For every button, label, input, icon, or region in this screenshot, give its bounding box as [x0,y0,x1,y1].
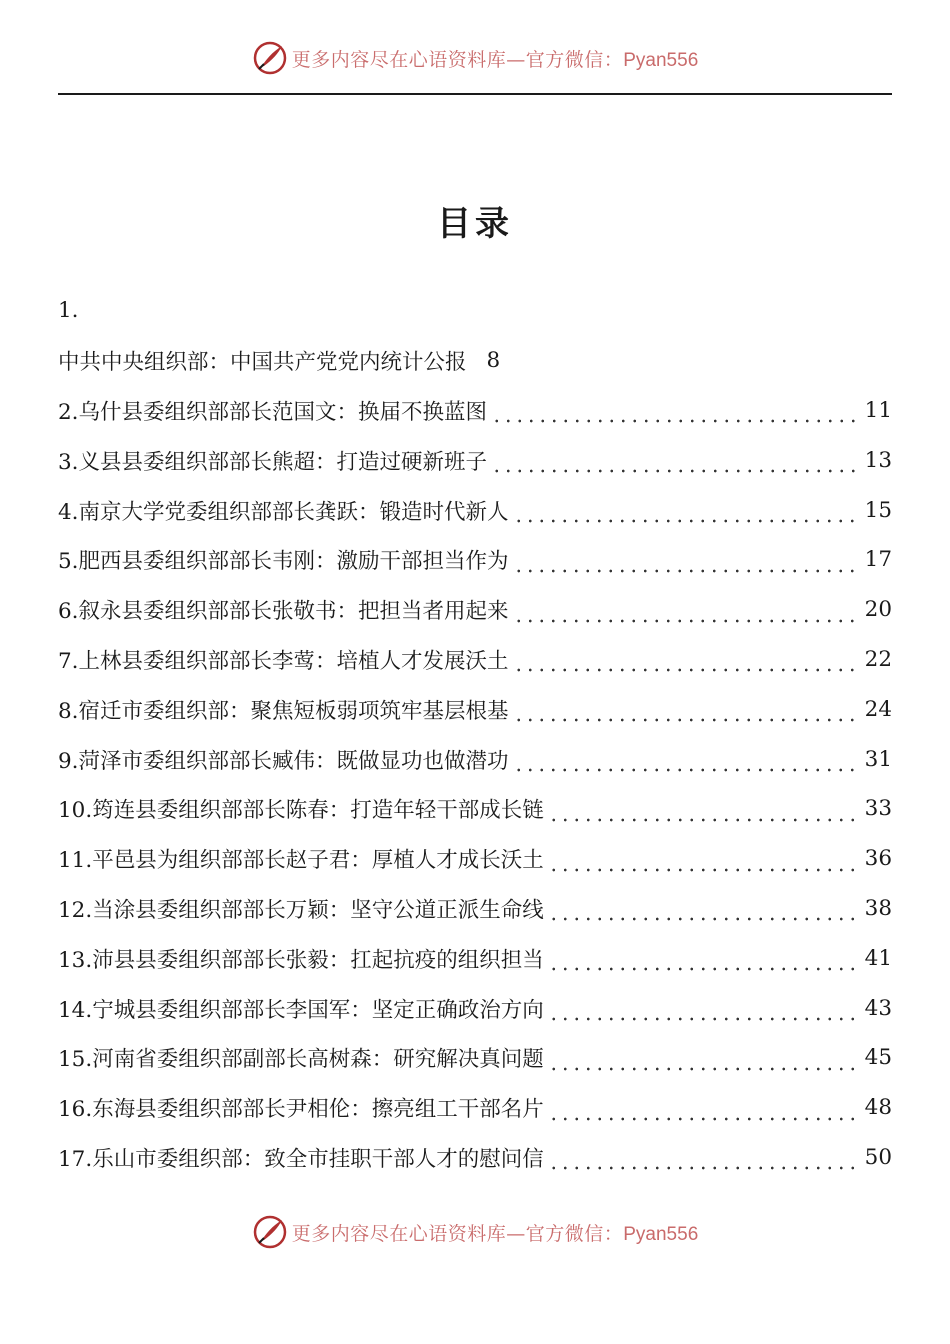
toc-entry-label: 4.南京大学党委组织部部长龚跃：锻造时代新人 [58,499,509,525]
dot-leader [491,447,861,473]
toc-entry[interactable] [58,336,892,386]
toc-entry-label: 5.肥西县委组织部部长韦刚：激励干部担当作为 [58,549,509,575]
toc-entry-page: 13 [864,447,892,473]
toc-entry-page: 36 [864,846,892,872]
dot-leader [548,895,861,921]
toc-entry-label: 3.义县县委组织部部长熊超：打造过硬新班子 [58,449,488,475]
toc-entry-page: 45 [864,1045,892,1071]
toc-entry-page: 22 [864,646,892,672]
toc-entry-page: 11 [864,397,892,423]
dot-leader [548,945,861,971]
dot-leader [548,1144,861,1170]
dot-leader [491,397,861,423]
toc-entry-page: 8 [486,348,501,374]
dot-leader [513,696,861,722]
footer-banner [0,1212,950,1252]
dot-leader [548,1045,861,1071]
toc-entry-label: 16.东海县委组织部部长尹相伦：擦亮组工干部名片 [58,1097,544,1123]
toc-entry-page: 33 [864,796,892,822]
header-banner-text: 更多内容尽在心语资料库—官方微信：Pyan556 [291,48,699,71]
dot-leader [513,597,861,623]
toc-entry-page: 20 [864,597,892,623]
toc-entry-label: 6.叙永县委组织部部长张敬书：把担当者用起来 [58,599,509,625]
dot-leader [548,796,861,822]
page-title: 目录 [437,204,513,244]
toc-entry-label: 10.筠连县委组织部部长陈春：打造年轻干部成长链 [58,798,544,824]
toc-entry[interactable] [58,1033,892,1083]
toc-entry-label: 8.宿迁市委组织部：聚焦短板弱项筑牢基层根基 [58,698,509,724]
toc-entry-page: 15 [864,497,892,523]
toc-entry-page: 24 [864,696,892,722]
footer-banner-text: 更多内容尽在心语资料库—官方微信：Pyan556 [291,1222,699,1245]
toc-entry-page: 17 [864,547,892,573]
toc-entry[interactable] [58,784,892,834]
toc-entry[interactable] [58,983,892,1033]
toc-entry-page: 31 [864,746,892,772]
toc-entry[interactable] [58,684,892,734]
toc-entry[interactable] [58,933,892,983]
dot-leader [548,846,861,872]
toc-entry-page: 41 [864,945,892,971]
dot-leader [513,746,861,772]
toc-entry-label: 11.平邑县为组织部部长赵子君：厚植人才成长沃土 [58,848,544,874]
toc-entry-label: 2.乌什县委组织部部长范国文：换届不换蓝图 [58,399,488,425]
toc-entry[interactable] [58,585,892,635]
quill-logo-icon [252,1214,288,1250]
toc-entry-label: 9.菏泽市委组织部部长臧伟：既做显功也做潜功 [58,748,509,774]
toc-entry-page: 50 [864,1144,892,1170]
toc-entry-label: 14.宁城县委组织部部长李国军：坚定正确政治方向 [58,997,544,1023]
quill-logo-icon [252,40,288,76]
toc-entry[interactable] [58,535,892,585]
toc-entry[interactable] [58,435,892,485]
toc-entry[interactable] [58,734,892,784]
header-rule [58,93,892,95]
toc-entry-page: 38 [864,895,892,921]
toc-entry[interactable] [58,635,892,685]
toc-entry[interactable] [58,834,892,884]
toc-entry-label: 12.当涂县委组织部部长万颖：坚守公道正派生命线 [58,897,544,923]
toc-entry-label: 13.沛县县委组织部部长张毅：扛起抗疫的组织担当 [58,947,544,973]
toc-number-line [58,286,892,336]
toc-number: 1. [58,298,79,324]
toc-entry-label: 15.河南省委组织部副部长高树森：研究解决真问题 [58,1047,544,1073]
table-of-contents [58,286,892,1182]
toc-entry-page: 43 [864,995,892,1021]
header-banner [0,38,950,78]
toc-entry-label: 中共中央组织部：中国共产党党内统计公报 [58,350,467,376]
toc-entry-label: 7.上林县委组织部部长李莺：培植人才发展沃土 [58,648,509,674]
dot-leader [513,646,861,672]
toc-entry-page: 48 [864,1095,892,1121]
toc-entry[interactable] [58,386,892,436]
toc-entry-label: 17.乐山市委组织部：致全市挂职干部人才的慰问信 [58,1146,544,1172]
toc-entry[interactable] [58,884,892,934]
dot-leader [548,1095,861,1121]
toc-entry[interactable] [58,485,892,535]
dot-leader [513,547,861,573]
toc-entry-list [58,386,892,1183]
toc-entry[interactable] [58,1083,892,1133]
dot-leader [548,995,861,1021]
toc-entry[interactable] [58,1133,892,1183]
dot-leader [513,497,861,523]
